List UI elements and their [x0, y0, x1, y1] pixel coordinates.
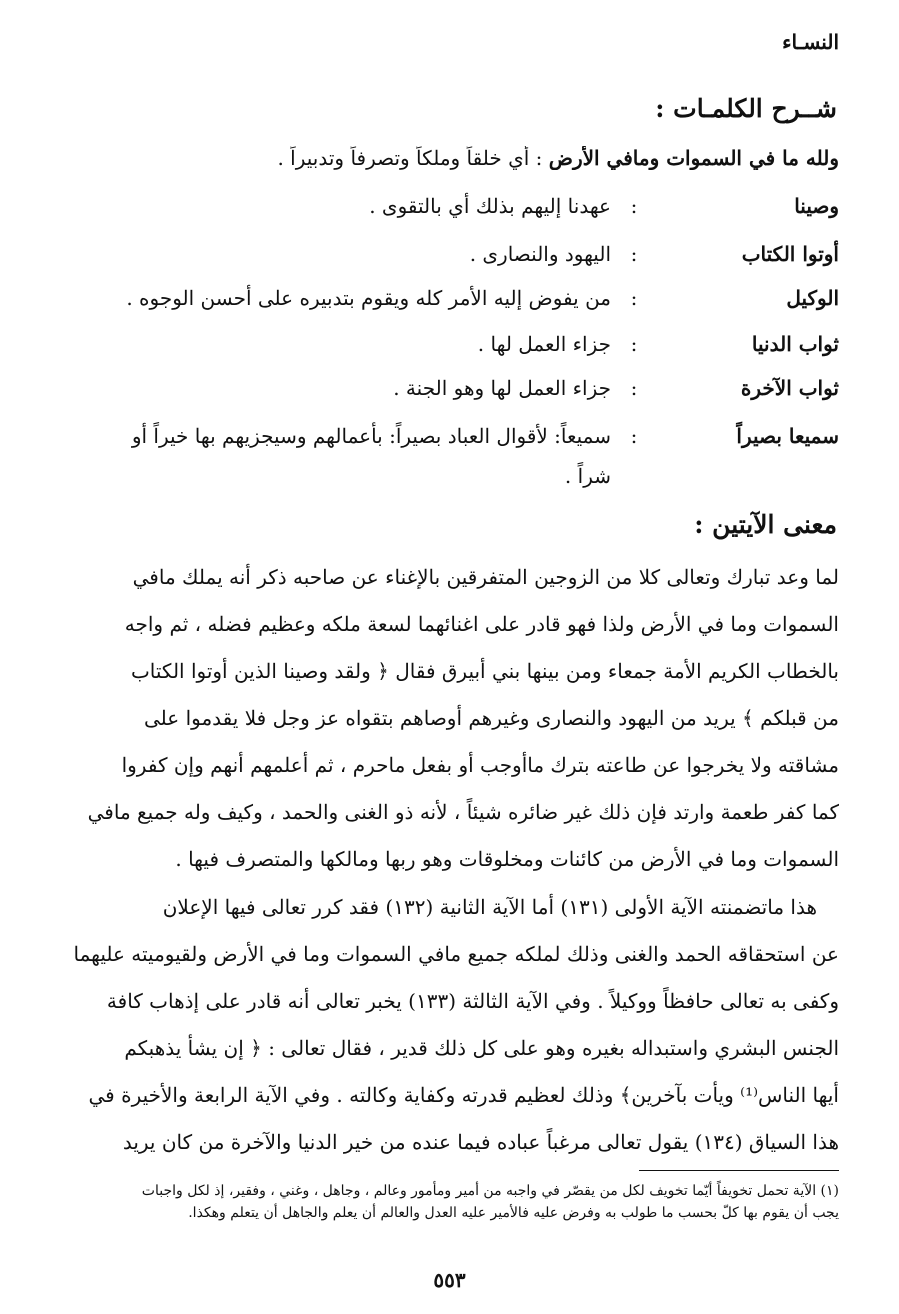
- footnote-line: (١) الآية تحمل تخويفاً أيّما تخويف لكل من يقصّر في واجبه من أمير ومأمور وعالم ، وجاهل ، وغني ، وفقير، إذ لكل واجبات: [141, 1183, 839, 1199]
- gloss-definition-continued: شراً .: [564, 464, 611, 488]
- footnote-divider: [639, 1170, 839, 1171]
- section-title-word-explanations: شــرح الكلمـات :: [655, 94, 837, 123]
- gloss-item: [59, 194, 839, 242]
- gloss-term: ثواب الدنيا: [751, 332, 839, 356]
- gloss-definition: جزاء العمل لها .: [477, 332, 611, 356]
- paragraph-line: السموات وما في الأرض من كائنات ومخلوقات وهو ربها ومالكها والمتصرف فيها .: [175, 847, 839, 871]
- section-title-meaning-of-verses: معنى الآيتين :: [694, 510, 837, 539]
- gloss-item: [59, 242, 839, 290]
- gloss-term: أوتوا الكتاب: [741, 242, 839, 266]
- paragraph-line: من قبلكم ﴾ يريد من اليهود والنصارى وغيرهم أوصاهم بتقواه عز وجل فلا يقدموا على: [144, 706, 839, 730]
- gloss-intro: [59, 146, 839, 170]
- gloss-colon: :: [630, 332, 638, 356]
- paragraph-line: وكفى به تعالى حافظاً ووكيلاً . وفي الآية الثالثة (١٣٣) يخبر تعالى أنه قادر على إذهاب كافة: [106, 989, 839, 1013]
- gloss-definition: جزاء العمل لها وهو الجنة .: [393, 376, 611, 400]
- paragraph-2: [59, 884, 839, 1166]
- gloss-item: [59, 424, 839, 512]
- paragraph-line: لما وعد تبارك وتعالى كلا من الزوجين المتفرقين بالإغناء عن صاحبه ذكر أنه يملك مافي: [132, 565, 839, 589]
- gloss-colon: :: [630, 424, 638, 448]
- gloss-colon: :: [630, 286, 638, 310]
- paragraph-line: هذا ماتضمنته الآية الأولى (١٣١) أما الآية الثانية (١٣٢) فقد كرر تعالى فيها الإعلان: [162, 895, 817, 919]
- gloss-term: سميعا بصيراً: [736, 424, 839, 448]
- page-number: ٥٥٣: [433, 1268, 466, 1292]
- gloss-definition: عهدنا إليهم بذلك أي بالتقوى .: [369, 194, 611, 218]
- footnote-line: يجب أن يقوم بها كلّ بحسب ما طولب به وفرض عليه فالأمير عليه العدل والعالم أن يعلم والجاهل أن يتعلم وهكذا.: [188, 1205, 839, 1221]
- paragraph-line: بالخطاب الكريم الأمة جمعاء ومن بينها بني أبيرق فقال ﴿ ولقد وصينا الذين أوتوا الكتاب: [130, 659, 839, 683]
- gloss-definition: من يفوض إليه الأمر كله ويقوم بتدبيره على أحسن الوجوه .: [126, 286, 611, 310]
- gloss-item: [59, 376, 839, 424]
- paragraph-line: هذا السياق (١٣٤) يقول تعالى مرغباً عباده فيما عنده من خير الدنيا والآخرة من كان يريد: [122, 1130, 839, 1154]
- gloss-colon: :: [630, 376, 638, 400]
- gloss-definition: اليهود والنصارى .: [469, 242, 611, 266]
- gloss-term: وصينا: [794, 194, 839, 218]
- paragraph-line: كما كفر طعمة وارتد فإن ذلك غير ضائره شيئاً ، لأنه ذو الغنى والحمد ، وكيف وله جميع مافي: [87, 800, 839, 824]
- gloss-intro-definition: أي خلقاً وملكاً وتصرفاً وتدبيراً .: [277, 146, 530, 170]
- paragraph-line: الجنس البشري واستبداله بغيره وهو على كل ذلك قدير ، فقال تعالى : ﴿ إن يشأ يذهبكم: [124, 1036, 839, 1060]
- gloss-item: [59, 332, 839, 380]
- paragraph-line: مشاقته ولا يخرجوا عن طاعته بترك ماأوجب أو بفعل ماحرم ، ثم أعلمهم أنهم وإن كفروا: [121, 753, 839, 777]
- gloss-definition: سميعاً: لأقوال العباد بصيراً: بأعمالهم وسيجزيهم بها خيراً أو: [131, 424, 611, 448]
- running-header: النسـاء: [782, 30, 839, 54]
- paragraph-line: عن استحقاقه الحمد والغنى وذلك لملكه جميع مافي السموات وما في الأرض ولقيوميته عليهما: [73, 942, 839, 966]
- gloss-term: الوكيل: [786, 286, 839, 310]
- gloss-intro-colon: :: [535, 146, 543, 170]
- paragraph-line: أيها الناس⁽¹⁾ ويأت بآخرين﴾ وذلك لعظيم قدرته وكفاية وكالته . وفي الآية الرابعة والأخيرة في: [88, 1083, 839, 1107]
- footnote: [59, 1180, 839, 1224]
- gloss-intro-term: ولله ما في السموات ومافي الأرض: [548, 146, 839, 170]
- gloss-colon: :: [630, 194, 638, 218]
- paragraph-line: السموات وما في الأرض ولذا فهو قادر على اغنائهما لسعة ملكه وعظيم فضله ، ثم واجه: [124, 612, 839, 636]
- paragraph-1: [59, 554, 839, 883]
- gloss-term: ثواب الآخرة: [740, 376, 839, 400]
- gloss-colon: :: [630, 242, 638, 266]
- gloss-item: [59, 286, 839, 334]
